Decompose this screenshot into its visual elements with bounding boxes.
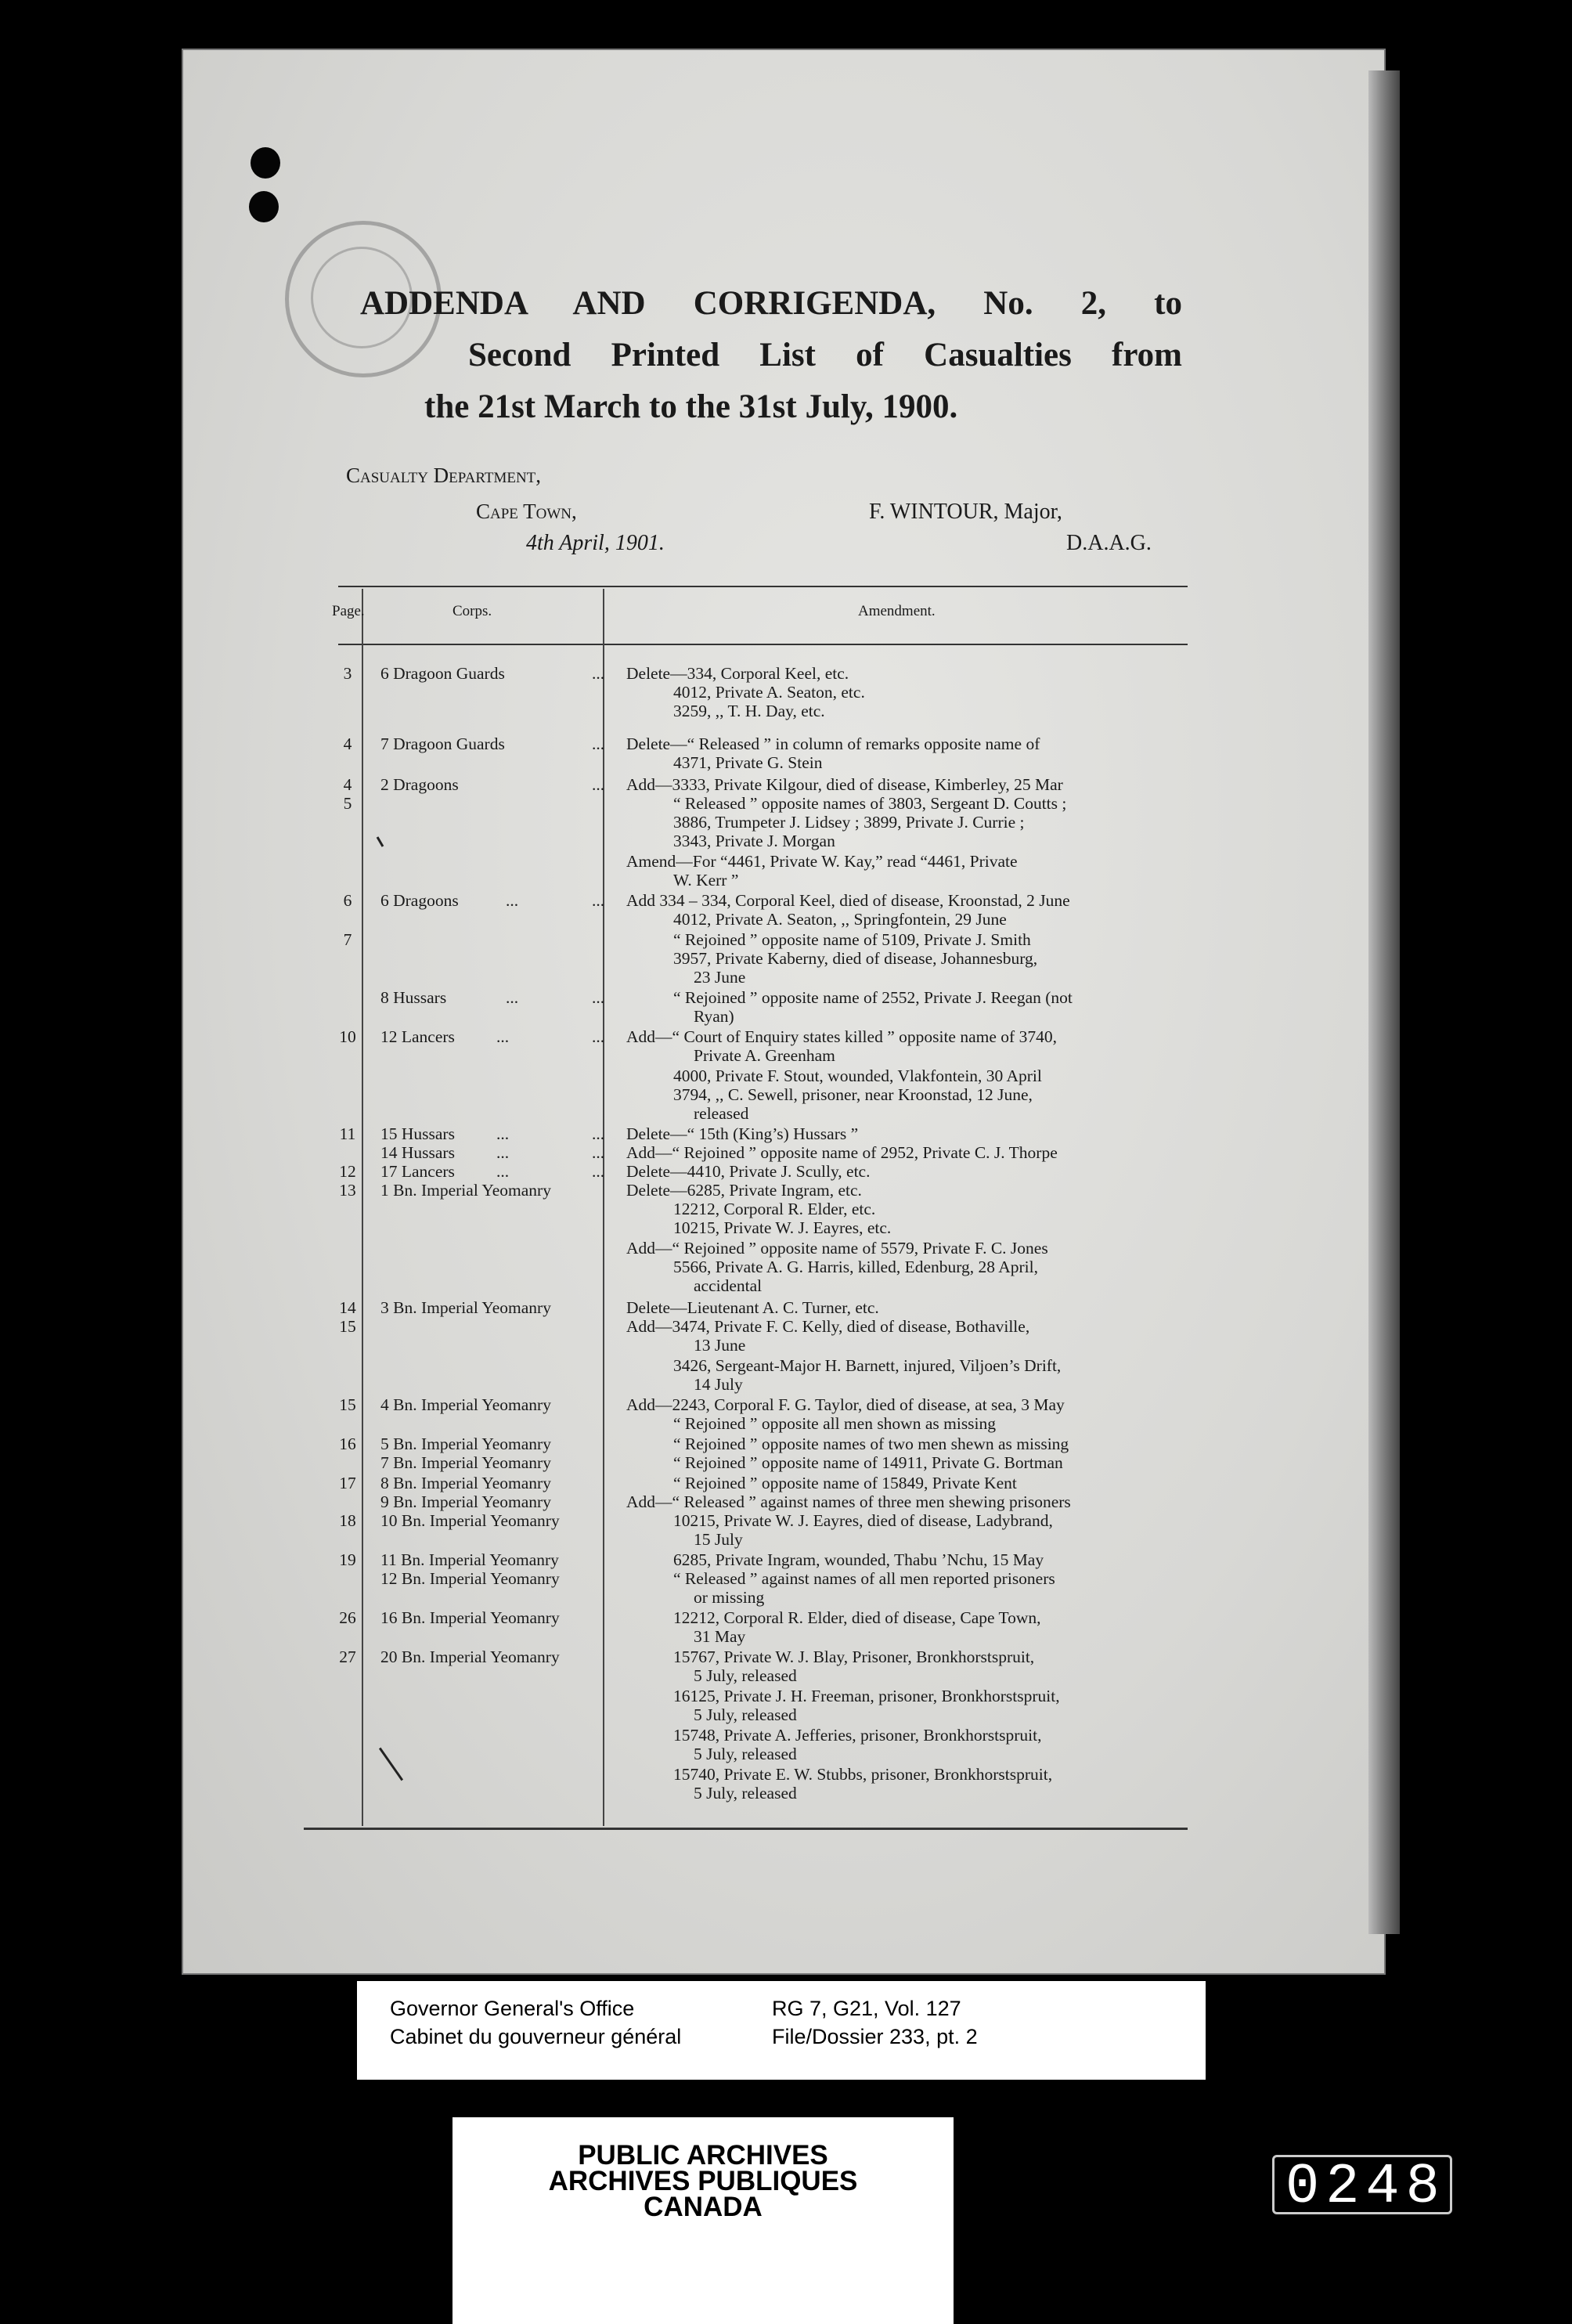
location: Cape Town, — [476, 500, 577, 523]
leader-dots: ... — [592, 734, 605, 753]
amendment-line: 4000, Private F. Stout, wounded, Vlakfontein, 30 April — [673, 1066, 1042, 1085]
amendment-line: 23 June — [694, 968, 746, 987]
amendment-line: 4371, Private G. Stein — [673, 753, 823, 772]
amendment-line: 10215, Private W. J. Eayres, died of disease, Ladybrand, — [673, 1511, 1053, 1530]
page-number: 4 — [343, 775, 352, 794]
amendment-line: “ Rejoined ” opposite name of 14911, Private G. Bortman — [673, 1453, 1063, 1472]
corps-name: 10 Bn. Imperial Yeomanry — [380, 1511, 560, 1530]
amendment-line: 15 July — [694, 1530, 743, 1549]
amendment-line: “ Rejoined ” opposite all men shown as missing — [673, 1414, 997, 1433]
amendment-line: 13 June — [694, 1336, 746, 1355]
amendment-line: Delete—“ Released ” in column of remarks opposite name of — [626, 734, 1040, 753]
amendment-line: Add—“ Court of Enquiry states killed ” opposite name of 3740, — [626, 1027, 1057, 1046]
corps-name: 16 Bn. Imperial Yeomanry — [380, 1608, 560, 1627]
amendment-line: 5 July, released — [694, 1666, 797, 1685]
public-archives-stamp — [452, 2117, 954, 2324]
leader-dots: ... — [496, 1027, 510, 1046]
leader-dots: ... — [592, 1143, 605, 1162]
signatory-rank: D.A.A.G. — [1066, 531, 1152, 555]
amendment-line: 5566, Private A. G. Harris, killed, Edenburg, 28 April, — [673, 1258, 1038, 1276]
amendment-line: 5 July, released — [694, 1784, 797, 1803]
corps-name: 17 Lancers — [380, 1162, 455, 1181]
amendment-line: Delete—4410, Private J. Scully, etc. — [626, 1162, 871, 1181]
page-number: 10 — [339, 1027, 356, 1046]
page-number: 17 — [339, 1474, 356, 1492]
amendment-line: “ Rejoined ” opposite name of 15849, Private Kent — [673, 1474, 1017, 1492]
table-top-rule — [338, 586, 1188, 587]
amendment-line: W. Kerr ” — [673, 871, 739, 890]
page-number: 26 — [339, 1608, 356, 1627]
label-office-en: Governor General's Office — [390, 1997, 635, 2020]
page-number: 6 — [343, 891, 352, 910]
label-office-fr: Cabinet du gouverneur général — [390, 2025, 682, 2048]
amendment-line: 6285, Private Ingram, wounded, Thabu ’Nchu, 15 May — [673, 1550, 1044, 1569]
amendment-line: 15740, Private E. W. Stubbs, prisoner, Bronkhorstspruit, — [673, 1765, 1053, 1784]
archives-line-3: CANADA — [644, 2192, 763, 2222]
title-line-1: ADDENDA AND CORRIGENDA, No. 2, to — [360, 285, 1182, 322]
amendment-line: 5 July, released — [694, 1705, 797, 1724]
amendment-line: 5 July, released — [694, 1745, 797, 1763]
leader-dots: ... — [592, 775, 605, 794]
amendment-line: 3426, Sergeant-Major H. Barnett, injured, Viljoen’s Drift, — [673, 1356, 1062, 1375]
header-page: Page. — [332, 603, 365, 619]
leader-dots: ... — [592, 1124, 605, 1143]
page-number: 5 — [343, 794, 352, 813]
amendment-line: Delete—“ 15th (King’s) Hussars ” — [626, 1124, 859, 1143]
amendment-line: Add—“ Released ” against names of three men shewing prisoners — [626, 1492, 1071, 1511]
corps-name: 5 Bn. Imperial Yeomanry — [380, 1434, 551, 1453]
amendment-line: “ Rejoined ” opposite names of two men shewn as missing — [673, 1434, 1069, 1453]
leader-dots: ... — [592, 1162, 605, 1181]
archives-line-1: PUBLIC ARCHIVES — [578, 2140, 828, 2171]
corps-name: 14 Hussars — [380, 1143, 455, 1162]
page-number: 3 — [343, 664, 352, 683]
title-line-3: the 21st March to the 31st July, 1900. — [424, 388, 958, 425]
amendment-line: released — [694, 1104, 749, 1123]
frame-counter: 0248 — [1272, 2155, 1452, 2214]
leader-dots: ... — [496, 1143, 510, 1162]
column-divider — [603, 589, 604, 1826]
leader-dots: ... — [592, 988, 605, 1007]
leader-dots: ... — [496, 1124, 510, 1143]
amendment-line: 4012, Private A. Seaton, etc. — [673, 683, 865, 702]
amendment-line: Add—2243, Corporal F. G. Taylor, died of disease, at sea, 3 May — [626, 1395, 1065, 1414]
corps-name: 8 Bn. Imperial Yeomanry — [380, 1474, 551, 1492]
corps-name: 12 Bn. Imperial Yeomanry — [380, 1569, 560, 1588]
leader-dots: ... — [592, 1027, 605, 1046]
page-number: 12 — [339, 1162, 356, 1181]
amendment-line: “ Released ” against names of all men reported prisoners — [673, 1569, 1055, 1588]
amendment-line: accidental — [694, 1276, 763, 1295]
page-number: 13 — [339, 1181, 356, 1200]
amendment-line: “ Rejoined ” opposite name of 2552, Private J. Reegan (not — [673, 988, 1073, 1007]
page-number: 4 — [343, 734, 352, 753]
page-number: 7 — [343, 930, 352, 949]
amendment-line: Add 334 – 334, Corporal Keel, died of disease, Kroonstad, 2 June — [626, 891, 1070, 910]
amendment-line: 4012, Private A. Seaton, ,, Springfontein, 29 June — [673, 910, 1007, 929]
corps-name: 4 Bn. Imperial Yeomanry — [380, 1395, 551, 1414]
header-corps: Corps. — [452, 603, 492, 619]
table-header-rule — [338, 644, 1188, 645]
page-number: 16 — [339, 1434, 356, 1453]
amendment-line: 10215, Private W. J. Eayres, etc. — [673, 1218, 892, 1237]
amendment-line: Delete—6285, Private Ingram, etc. — [626, 1181, 862, 1200]
archive-label — [357, 1981, 1206, 2080]
signatory: F. WINTOUR, Major, — [869, 500, 1062, 524]
corps-name: 15 Hussars — [380, 1124, 455, 1143]
amendment-line: 31 May — [694, 1627, 746, 1646]
leader-dots: ... — [592, 664, 605, 683]
corps-name: 6 Dragoon Guards — [380, 664, 505, 683]
amendment-line: Add—“ Rejoined ” opposite name of 5579, Private F. C. Jones — [626, 1239, 1048, 1258]
amendment-line: “ Rejoined ” opposite name of 5109, Private J. Smith — [673, 930, 1031, 949]
amendment-line: 15767, Private W. J. Blay, Prisoner, Bronkhorstspruit, — [673, 1647, 1035, 1666]
page-number: 15 — [339, 1395, 356, 1414]
amendment-line: Amend—For “4461, Private W. Kay,” read “4461, Private — [626, 852, 1018, 871]
amendment-line: Delete—334, Corporal Keel, etc. — [626, 664, 849, 683]
amendment-line: Delete—Lieutenant A. C. Turner, etc. — [626, 1298, 879, 1317]
corps-name: 8 Hussars — [380, 988, 447, 1007]
table-bottom-rule — [304, 1828, 1188, 1830]
corps-name: 20 Bn. Imperial Yeomanry — [380, 1647, 560, 1666]
column-divider — [362, 589, 363, 1826]
corps-name: 2 Dragoons — [380, 775, 459, 794]
corps-name: 9 Bn. Imperial Yeomanry — [380, 1492, 551, 1511]
department: Casualty Department, — [346, 464, 542, 487]
page-number: 11 — [339, 1124, 356, 1143]
amendment-line: 3886, Trumpeter J. Lidsey ; 3899, Private J. Currie ; — [673, 813, 1025, 832]
amendment-line: “ Released ” opposite names of 3803, Sergeant D. Coutts ; — [673, 794, 1067, 813]
amendment-line: Private A. Greenham — [694, 1046, 835, 1065]
header-amendment: Amendment. — [858, 603, 936, 619]
label-file: File/Dossier 233, pt. 2 — [772, 2025, 978, 2048]
punch-hole — [251, 147, 280, 179]
amendment-line: 3259, ,, T. H. Day, etc. — [673, 702, 825, 720]
corps-name: 7 Dragoon Guards — [380, 734, 505, 753]
amendment-line: 15748, Private A. Jefferies, prisoner, Bronkhorstspruit, — [673, 1726, 1042, 1745]
corps-name: 6 Dragoons — [380, 891, 459, 910]
amendment-line: 14 July — [694, 1375, 743, 1394]
corps-name: 7 Bn. Imperial Yeomanry — [380, 1453, 551, 1472]
amendment-line: 12212, Corporal R. Elder, etc. — [673, 1200, 876, 1218]
corps-name: 12 Lancers — [380, 1027, 455, 1046]
corps-name: 11 Bn. Imperial Yeomanry — [380, 1550, 559, 1569]
page-number: 14 — [339, 1298, 356, 1317]
amendment-line: Add—“ Rejoined ” opposite name of 2952, Private C. J. Thorpe — [626, 1143, 1058, 1162]
amendment-line: 16125, Private J. H. Freeman, prisoner, Bronkhorstspruit, — [673, 1687, 1060, 1705]
page-number: 27 — [339, 1647, 356, 1666]
corps-name: 3 Bn. Imperial Yeomanry — [380, 1298, 551, 1317]
page-number: 19 — [339, 1550, 356, 1569]
page-number: 15 — [339, 1317, 356, 1336]
title-line-2: Second Printed List of Casualties from — [468, 337, 1182, 374]
leader-dots: ... — [592, 891, 605, 910]
corps-name: 1 Bn. Imperial Yeomanry — [380, 1181, 551, 1200]
issue-date: 4th April, 1901. — [526, 531, 665, 555]
archives-line-2: ARCHIVES PUBLIQUES — [548, 2166, 858, 2196]
punch-hole — [249, 191, 279, 222]
leader-dots: ... — [506, 988, 519, 1007]
page-edge — [1368, 70, 1400, 1934]
amendment-line: Add—3474, Private F. C. Kelly, died of disease, Bothaville, — [626, 1317, 1030, 1336]
amendment-line: 3794, ,, C. Sewell, prisoner, near Kroonstad, 12 June, — [673, 1085, 1033, 1104]
amendment-line: 12212, Corporal R. Elder, died of disease, Cape Town, — [673, 1608, 1041, 1627]
leader-dots: ... — [506, 891, 519, 910]
page-number: 18 — [339, 1511, 356, 1530]
leader-dots: ... — [496, 1162, 510, 1181]
document-title — [360, 278, 1182, 433]
amendment-line: Add—3333, Private Kilgour, died of disease, Kimberley, 25 Mar — [626, 775, 1063, 794]
amendment-line: Ryan) — [694, 1007, 734, 1026]
label-reference: RG 7, G21, Vol. 127 — [772, 1997, 961, 2020]
amendment-line: 3343, Private J. Morgan — [673, 832, 835, 850]
amendment-line: or missing — [694, 1588, 765, 1607]
amendment-line: 3957, Private Kaberny, died of disease, Johannesburg, — [673, 949, 1038, 968]
